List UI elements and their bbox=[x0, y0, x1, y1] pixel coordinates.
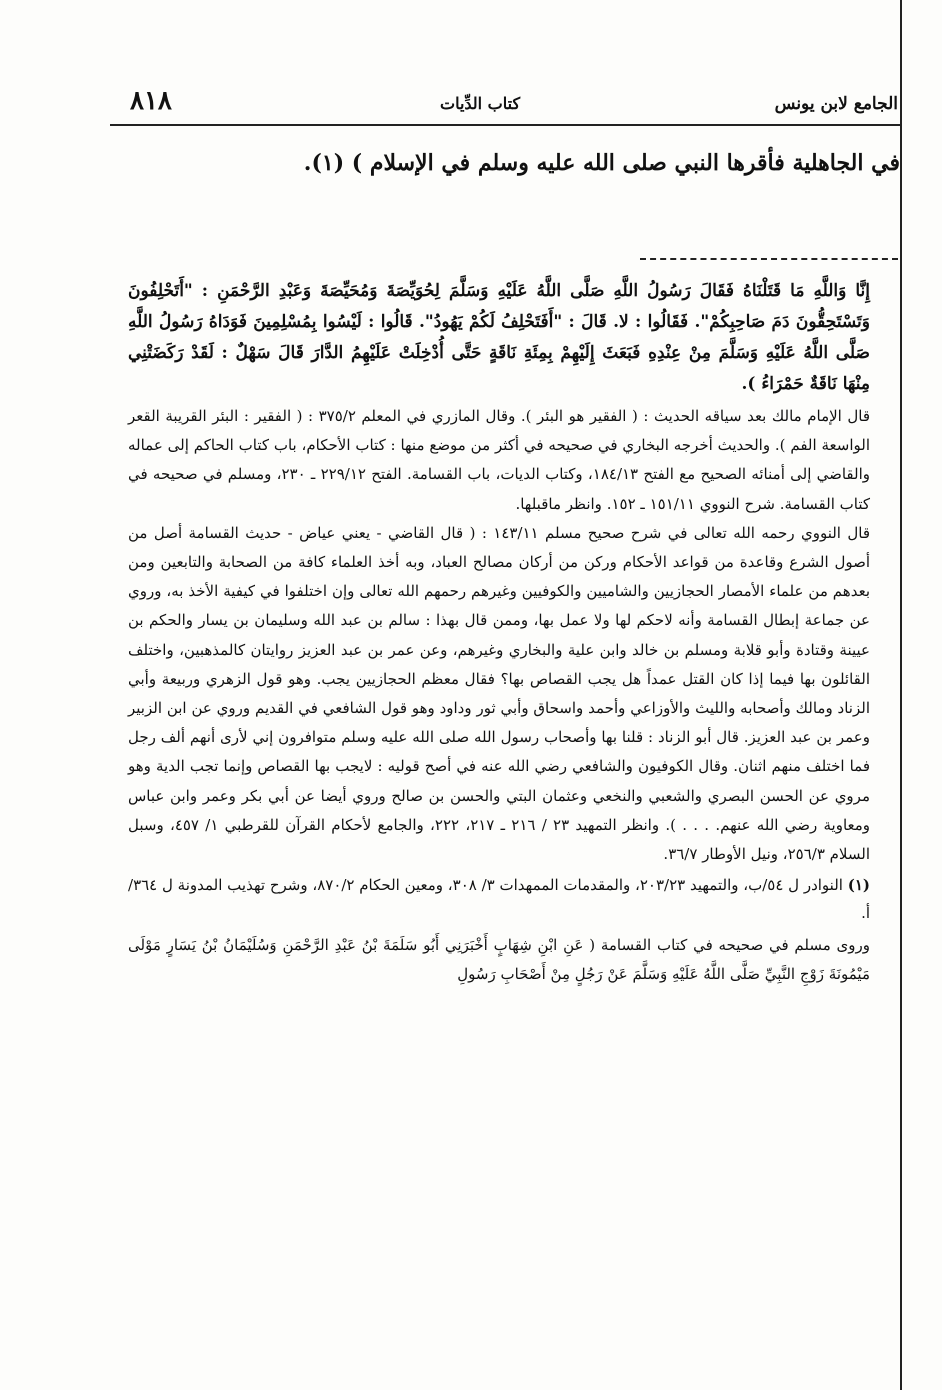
footnote bbox=[128, 871, 870, 927]
notes-body bbox=[128, 276, 870, 989]
chapter-title: كتاب الدِّيات bbox=[440, 94, 521, 113]
book-title: الجامع لابن يونس bbox=[774, 94, 898, 114]
running-header bbox=[110, 80, 900, 126]
footnote-marker: (١) bbox=[847, 876, 870, 895]
note-paragraph: قال النووي رحمه الله تعالى في شرح صحيح مسلم ١٤٣/١١ : ( قال القاضي - يعني عياض - حديث القسامة أصل من أصول الشرع وقاعدة من قواعد الأحكام وركن من أركان مصالح العباد، وبه أخذ العلماء كافة من الصحابة والتابعين ومن بعدهم من علماء الأمصار الحجازيين والشاميين والكوفيين وغيرهم رحمهم الله تعالى وإن اختلفوا في كيفية الأخذ به، وروي عن جماعة إبطال القسامة وأنه لاحكم لها ولا عمل بها، وممن قال بهذا : سالم بن عبد الله وسليمان بن يسار والحكم بن عيينة وقتادة وأبو قلابة ومسلم بن خالد وابن علية والبخاري وغيرهم، وعن عمر بن عبد العزيز روايتان كالمذهبين، واختلف القائلون بها فيما إذا كان القتل عمداً هل يجب القصاص بها؟ فقال معظم الحجازيين يجب. وهو قول الزهري وربيعة وأبي الزناد ومالك وأصحابه والليث والأوزاعي وأحمد واسحاق وأبي ثور وداود وهو قول الشافعي في القديم وروي عن ابن الزبير وعمر بن عبد العزيز. قال أبو الزناد : قلنا بها وأصحاب رسول الله صلى الله عليه وسلم متوافرون إني لأرى أنهم ألف رجل فما اختلف منهم اثنان. وقال الكوفيون والشافعي رضي الله عنه في أصح قوليه : لايجب بها القصاص وإنما تجب الدية وهو مروي عن الحسن البصري والشعبي والنخعي وعثمان البتي والحسن بن صالح وروي أيضا عن أبي بكر وعمر وابن عباس ومعاوية رضي الله عنهم. . . . ). وانظر التمهيد ٢٣ / ٢١٦ ـ ٢١٧، ٢٢٢، والجامع لأحكام القرآن للقرطبي ١/ ٤٥٧، وسبل السلام ٢٥٦/٣، ونيل الأوطار ٣٦/٧. bbox=[128, 523, 871, 864]
footnote-separator bbox=[640, 258, 898, 260]
closing-paragraph: وروى مسلم في صحيحه في كتاب القسامة ( عَنِ ابْنِ شِهَابٍ أَخْبَرَنِي أَبُو سَلَمَةَ بْنُ عَبْدِ الرَّحْمَنِ وَسُلَيْمَانُ بْنُ يَسَارٍ مَوْلَى مَيْمُونَةَ زَوْجِ النَّبِيِّ صَلَّى اللَّهُ عَلَيْهِ وَسَلَّمَ عَنْ رَجُلٍ مِنْ أَصْحَابِ رَسُولِ bbox=[128, 936, 870, 984]
hadith-quote: إِنَّا وَاللَّهِ مَا قَتَلْنَاهُ فَقَالَ رَسُولُ اللَّهِ صَلَّى اللَّهُ عَلَيْهِ وَسَلَّمَ لِحُوَيِّصَةَ وَمُحَيِّصَةَ وَعَبْدِ الرَّحْمَنِ : "أَتَحْلِفُونَ وَتَسْتَحِقُّونَ دَمَ صَاحِبِكُمْ". فَقَالُوا : لا. قَالَ : "أَفَتَحْلِفُ لَكُمْ يَهُودُ". قَالُوا : لَيْسُوا بِمُسْلِمِينَ فَوَدَاهُ رَسُولُ اللَّهِ صَلَّى اللَّهُ عَلَيْهِ وَسَلَّمَ مِنْ عِنْدِهِ فَبَعَثَ إِلَيْهِمْ بِمِئَةِ نَاقَةٍ حَتَّى أُدْخِلَتْ عَلَيْهِمُ الدَّارَ قَالَ سَهْلٌ : لَقَدْ رَكَضَتْنِي مِنْهَا نَاقَةٌ حَمْرَاءُ ). bbox=[128, 281, 870, 394]
note-paragraph: قال الإمام مالك بعد سياقه الحديث : ( الفقير هو البئر ). وقال المازري في المعلم ٣٧٥/٢ : ( الفقير : البئر القريبة القعر الواسعة الفم ). والحديث أخرجه البخاري في صحيحه في أكثر من موضع منها : كتاب الأحكام، باب كتاب الحاكم إلى عماله والقاضي إلى أمنائه الصحيح مع الفتح ١٨٤/١٣، وكتاب الديات، باب القسامة. الفتح ٢٢٩/١٢ ـ ٢٣٠، ومسلم في صحيحه في كتاب القسامة. شرح النووي ١٥١/١١ ـ ١٥٢. وانظر ماقبلها. bbox=[128, 407, 870, 513]
page-number: ٨١٨ bbox=[130, 86, 172, 116]
main-text-line: في الجاهلية فأقرها النبي صلى الله عليه وسلم في الإسلام ) (١). bbox=[303, 150, 900, 176]
margin-line bbox=[900, 0, 902, 1390]
footnote-text: النوادر ل ٥٤/ب، والتمهيد ٢٠٣/٢٣، والمقدمات الممهدات ٣/ ٣٠٨، ومعين الحكام ٨٧٠/٢، وشرح تهذيب المدونة ل ٣٦٤/أ. bbox=[128, 876, 870, 923]
